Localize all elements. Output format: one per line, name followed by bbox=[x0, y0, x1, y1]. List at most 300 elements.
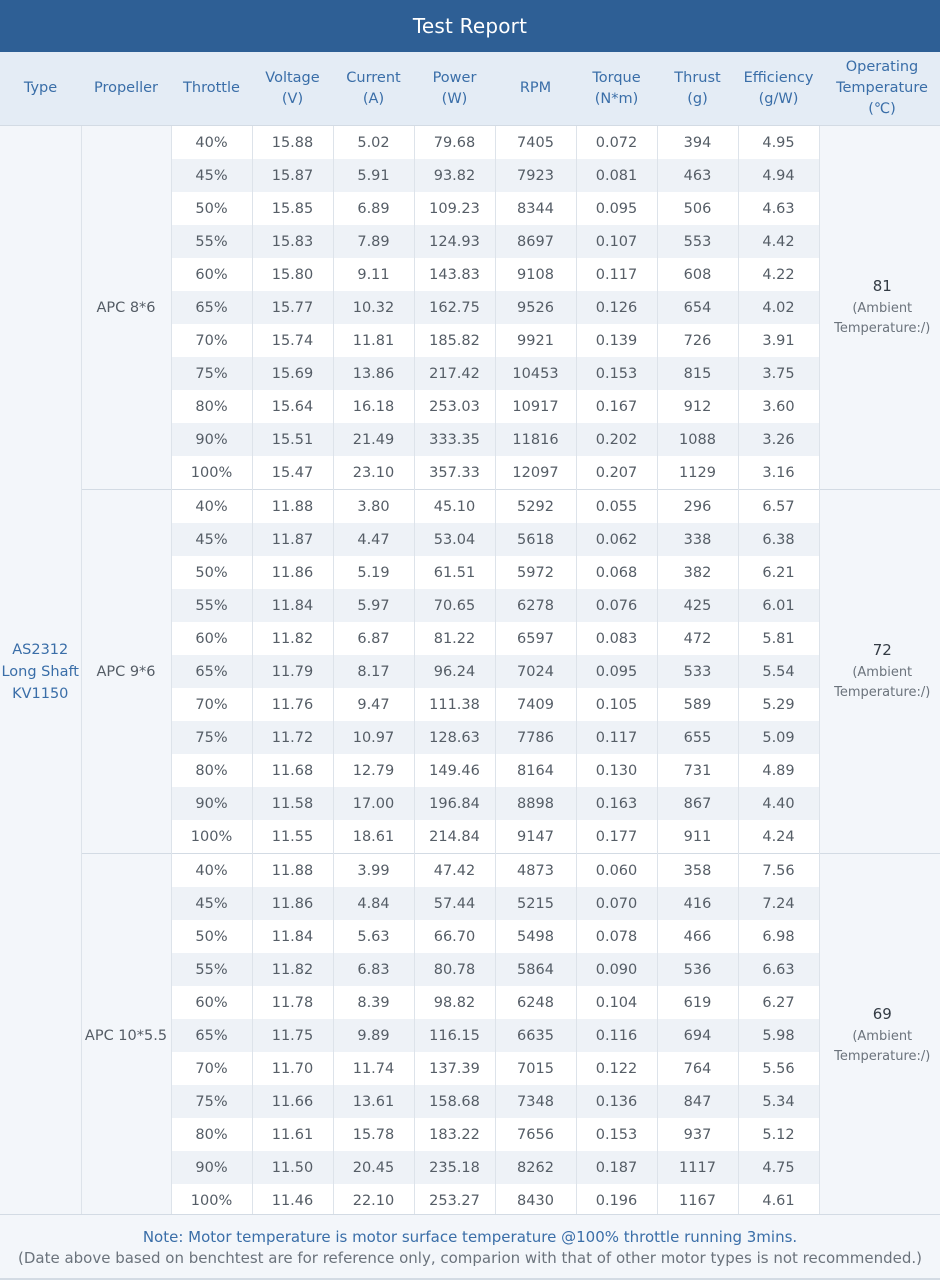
header-rpm-line: RPM bbox=[519, 80, 552, 96]
torque-cell: 0.167 bbox=[576, 390, 657, 423]
power-cell: 93.82 bbox=[414, 159, 495, 192]
throttle-cell: 70% bbox=[171, 688, 252, 721]
voltage-cell: 15.51 bbox=[252, 423, 333, 456]
throttle-cell: 90% bbox=[171, 1151, 252, 1184]
rpm-cell: 6597 bbox=[495, 622, 576, 655]
power-cell: 57.44 bbox=[414, 887, 495, 920]
header-power bbox=[414, 52, 495, 126]
motor-type-line: KV1150 bbox=[12, 685, 69, 702]
thrust-cell: 425 bbox=[657, 589, 738, 622]
table-row bbox=[0, 490, 940, 524]
rpm-cell: 5972 bbox=[495, 556, 576, 589]
rpm-cell: 10917 bbox=[495, 390, 576, 423]
torque-cell: 0.187 bbox=[576, 1151, 657, 1184]
rpm-cell: 9921 bbox=[495, 324, 576, 357]
rpm-cell: 7409 bbox=[495, 688, 576, 721]
rpm-cell: 6248 bbox=[495, 986, 576, 1019]
efficiency-cell: 5.98 bbox=[738, 1019, 819, 1052]
torque-cell: 0.126 bbox=[576, 291, 657, 324]
current-cell: 15.78 bbox=[333, 1118, 414, 1151]
throttle-cell: 75% bbox=[171, 1085, 252, 1118]
voltage-cell: 15.69 bbox=[252, 357, 333, 390]
efficiency-cell: 5.56 bbox=[738, 1052, 819, 1085]
rpm-cell: 6278 bbox=[495, 589, 576, 622]
throttle-cell: 70% bbox=[171, 1052, 252, 1085]
voltage-cell: 11.66 bbox=[252, 1085, 333, 1118]
efficiency-cell: 4.89 bbox=[738, 754, 819, 787]
throttle-cell: 75% bbox=[171, 721, 252, 754]
voltage-cell: 15.83 bbox=[252, 225, 333, 258]
table-row bbox=[0, 854, 940, 888]
table-body bbox=[0, 126, 940, 1218]
throttle-cell: 100% bbox=[171, 1184, 252, 1217]
current-cell: 9.11 bbox=[333, 258, 414, 291]
rpm-cell: 6635 bbox=[495, 1019, 576, 1052]
throttle-cell: 55% bbox=[171, 589, 252, 622]
torque-cell: 0.196 bbox=[576, 1184, 657, 1217]
voltage-cell: 11.72 bbox=[252, 721, 333, 754]
throttle-cell: 50% bbox=[171, 192, 252, 225]
torque-cell: 0.068 bbox=[576, 556, 657, 589]
operating-temperature-value: 72 bbox=[872, 640, 892, 659]
efficiency-cell: 6.01 bbox=[738, 589, 819, 622]
header-torque-line: Torque bbox=[592, 69, 641, 86]
throttle-cell: 40% bbox=[171, 126, 252, 160]
header-propeller-line: Propeller bbox=[93, 80, 159, 96]
throttle-cell: 80% bbox=[171, 390, 252, 423]
torque-cell: 0.095 bbox=[576, 655, 657, 688]
throttle-cell: 60% bbox=[171, 258, 252, 291]
efficiency-cell: 5.09 bbox=[738, 721, 819, 754]
throttle-cell: 80% bbox=[171, 1118, 252, 1151]
current-cell: 11.74 bbox=[333, 1052, 414, 1085]
torque-cell: 0.105 bbox=[576, 688, 657, 721]
power-cell: 80.78 bbox=[414, 953, 495, 986]
torque-cell: 0.117 bbox=[576, 721, 657, 754]
torque-cell: 0.139 bbox=[576, 324, 657, 357]
header-propeller bbox=[81, 52, 171, 126]
throttle-cell: 50% bbox=[171, 920, 252, 953]
throttle-cell: 65% bbox=[171, 655, 252, 688]
propeller-cell: APC 8*6 bbox=[81, 126, 171, 490]
torque-cell: 0.107 bbox=[576, 225, 657, 258]
voltage-cell: 15.64 bbox=[252, 390, 333, 423]
table-header bbox=[0, 52, 940, 126]
torque-cell: 0.055 bbox=[576, 490, 657, 524]
thrust-cell: 463 bbox=[657, 159, 738, 192]
header-efficiency-line: Efficiency bbox=[743, 69, 814, 86]
voltage-cell: 11.68 bbox=[252, 754, 333, 787]
efficiency-cell: 6.21 bbox=[738, 556, 819, 589]
ambient-temperature-note: (Ambient bbox=[852, 1028, 913, 1044]
power-cell: 162.75 bbox=[414, 291, 495, 324]
motor-type-cell bbox=[0, 126, 81, 1218]
power-cell: 98.82 bbox=[414, 986, 495, 1019]
torque-cell: 0.116 bbox=[576, 1019, 657, 1052]
voltage-cell: 11.46 bbox=[252, 1184, 333, 1217]
ambient-temperature-note: (Ambient bbox=[852, 300, 913, 316]
operating-temperature-cell bbox=[819, 490, 940, 854]
thrust-cell: 726 bbox=[657, 324, 738, 357]
voltage-cell: 15.47 bbox=[252, 456, 333, 490]
footnote-note: Note: Motor temperature is motor surface temperature @100% throttle running 3mins. bbox=[142, 1228, 798, 1246]
voltage-cell: 15.74 bbox=[252, 324, 333, 357]
voltage-cell: 11.82 bbox=[252, 953, 333, 986]
efficiency-cell: 5.34 bbox=[738, 1085, 819, 1118]
test-report-table bbox=[0, 52, 940, 1217]
thrust-cell: 655 bbox=[657, 721, 738, 754]
header-thrust-line: (g) bbox=[687, 90, 708, 107]
thrust-cell: 1167 bbox=[657, 1184, 738, 1217]
power-cell: 183.22 bbox=[414, 1118, 495, 1151]
efficiency-cell: 4.42 bbox=[738, 225, 819, 258]
rpm-cell: 9526 bbox=[495, 291, 576, 324]
current-cell: 12.79 bbox=[333, 754, 414, 787]
report-title: Test Report bbox=[0, 0, 940, 52]
thrust-cell: 358 bbox=[657, 854, 738, 888]
motor-type-line: AS2312 bbox=[12, 641, 69, 658]
rpm-cell: 9108 bbox=[495, 258, 576, 291]
ambient-temperature-note: Temperature:/) bbox=[834, 320, 931, 336]
thrust-cell: 382 bbox=[657, 556, 738, 589]
rpm-cell: 5292 bbox=[495, 490, 576, 524]
current-cell: 6.87 bbox=[333, 622, 414, 655]
efficiency-cell: 6.38 bbox=[738, 523, 819, 556]
header-current-line: Current bbox=[346, 69, 401, 86]
thrust-cell: 296 bbox=[657, 490, 738, 524]
power-cell: 217.42 bbox=[414, 357, 495, 390]
power-cell: 47.42 bbox=[414, 854, 495, 888]
current-cell: 17.00 bbox=[333, 787, 414, 820]
efficiency-cell: 5.29 bbox=[738, 688, 819, 721]
footnote bbox=[0, 1214, 940, 1280]
current-cell: 4.47 bbox=[333, 523, 414, 556]
efficiency-cell: 3.91 bbox=[738, 324, 819, 357]
throttle-cell: 65% bbox=[171, 1019, 252, 1052]
efficiency-cell: 4.40 bbox=[738, 787, 819, 820]
current-cell: 9.47 bbox=[333, 688, 414, 721]
current-cell: 6.89 bbox=[333, 192, 414, 225]
current-cell: 10.32 bbox=[333, 291, 414, 324]
efficiency-cell: 5.12 bbox=[738, 1118, 819, 1151]
throttle-cell: 90% bbox=[171, 423, 252, 456]
voltage-cell: 11.58 bbox=[252, 787, 333, 820]
thrust-cell: 937 bbox=[657, 1118, 738, 1151]
current-cell: 7.89 bbox=[333, 225, 414, 258]
power-cell: 45.10 bbox=[414, 490, 495, 524]
ambient-temperature-note: Temperature:/) bbox=[834, 1048, 931, 1064]
voltage-cell: 15.87 bbox=[252, 159, 333, 192]
power-cell: 109.23 bbox=[414, 192, 495, 225]
rpm-cell: 9147 bbox=[495, 820, 576, 854]
rpm-cell: 7015 bbox=[495, 1052, 576, 1085]
current-cell: 6.83 bbox=[333, 953, 414, 986]
efficiency-cell: 4.95 bbox=[738, 126, 819, 160]
header-thrust-line: Thrust bbox=[674, 69, 721, 86]
header-power-line: Power bbox=[432, 69, 477, 86]
header-operating-temperature-line: Temperature bbox=[836, 80, 928, 96]
efficiency-cell: 5.54 bbox=[738, 655, 819, 688]
rpm-cell: 8262 bbox=[495, 1151, 576, 1184]
efficiency-cell: 4.63 bbox=[738, 192, 819, 225]
efficiency-cell: 6.27 bbox=[738, 986, 819, 1019]
efficiency-cell: 3.75 bbox=[738, 357, 819, 390]
operating-temperature-cell bbox=[819, 126, 940, 490]
throttle-cell: 90% bbox=[171, 787, 252, 820]
torque-cell: 0.090 bbox=[576, 953, 657, 986]
header-operating-temperature-line: (℃) bbox=[868, 101, 896, 117]
rpm-cell: 12097 bbox=[495, 456, 576, 490]
propeller-cell: APC 9*6 bbox=[81, 490, 171, 854]
rpm-cell: 5498 bbox=[495, 920, 576, 953]
power-cell: 357.33 bbox=[414, 456, 495, 490]
torque-cell: 0.081 bbox=[576, 159, 657, 192]
power-cell: 66.70 bbox=[414, 920, 495, 953]
rpm-cell: 8164 bbox=[495, 754, 576, 787]
current-cell: 13.86 bbox=[333, 357, 414, 390]
power-cell: 253.03 bbox=[414, 390, 495, 423]
torque-cell: 0.078 bbox=[576, 920, 657, 953]
rpm-cell: 8898 bbox=[495, 787, 576, 820]
thrust-cell: 536 bbox=[657, 953, 738, 986]
throttle-cell: 100% bbox=[171, 820, 252, 854]
header-current bbox=[333, 52, 414, 126]
throttle-cell: 70% bbox=[171, 324, 252, 357]
torque-cell: 0.163 bbox=[576, 787, 657, 820]
throttle-cell: 45% bbox=[171, 159, 252, 192]
current-cell: 5.91 bbox=[333, 159, 414, 192]
voltage-cell: 11.79 bbox=[252, 655, 333, 688]
voltage-cell: 11.82 bbox=[252, 622, 333, 655]
rpm-cell: 8697 bbox=[495, 225, 576, 258]
current-cell: 5.02 bbox=[333, 126, 414, 160]
thrust-cell: 1088 bbox=[657, 423, 738, 456]
voltage-cell: 15.88 bbox=[252, 126, 333, 160]
voltage-cell: 11.88 bbox=[252, 490, 333, 524]
header-voltage-line: Voltage bbox=[265, 69, 320, 86]
voltage-cell: 11.86 bbox=[252, 556, 333, 589]
current-cell: 3.80 bbox=[333, 490, 414, 524]
throttle-cell: 60% bbox=[171, 986, 252, 1019]
header-throttle-line: Throttle bbox=[183, 80, 240, 96]
thrust-cell: 533 bbox=[657, 655, 738, 688]
torque-cell: 0.076 bbox=[576, 589, 657, 622]
power-cell: 53.04 bbox=[414, 523, 495, 556]
rpm-cell: 7923 bbox=[495, 159, 576, 192]
current-cell: 23.10 bbox=[333, 456, 414, 490]
header-operating-temperature-line: Operating bbox=[845, 59, 919, 75]
rpm-cell: 10453 bbox=[495, 357, 576, 390]
rpm-cell: 7786 bbox=[495, 721, 576, 754]
efficiency-cell: 3.16 bbox=[738, 456, 819, 490]
power-cell: 143.83 bbox=[414, 258, 495, 291]
torque-cell: 0.136 bbox=[576, 1085, 657, 1118]
efficiency-cell: 3.60 bbox=[738, 390, 819, 423]
thrust-cell: 911 bbox=[657, 820, 738, 854]
current-cell: 9.89 bbox=[333, 1019, 414, 1052]
current-cell: 8.39 bbox=[333, 986, 414, 1019]
thrust-cell: 338 bbox=[657, 523, 738, 556]
voltage-cell: 11.88 bbox=[252, 854, 333, 888]
efficiency-cell: 4.02 bbox=[738, 291, 819, 324]
torque-cell: 0.095 bbox=[576, 192, 657, 225]
current-cell: 22.10 bbox=[333, 1184, 414, 1217]
efficiency-cell: 3.26 bbox=[738, 423, 819, 456]
table-row bbox=[0, 126, 940, 160]
throttle-cell: 55% bbox=[171, 953, 252, 986]
efficiency-cell: 4.75 bbox=[738, 1151, 819, 1184]
thrust-cell: 694 bbox=[657, 1019, 738, 1052]
rpm-cell: 5215 bbox=[495, 887, 576, 920]
current-cell: 18.61 bbox=[333, 820, 414, 854]
torque-cell: 0.202 bbox=[576, 423, 657, 456]
thrust-cell: 867 bbox=[657, 787, 738, 820]
operating-temperature-cell bbox=[819, 854, 940, 1218]
header-type bbox=[0, 52, 81, 126]
header-row bbox=[0, 52, 940, 126]
power-cell: 333.35 bbox=[414, 423, 495, 456]
rpm-cell: 4873 bbox=[495, 854, 576, 888]
torque-cell: 0.060 bbox=[576, 854, 657, 888]
thrust-cell: 472 bbox=[657, 622, 738, 655]
efficiency-cell: 7.24 bbox=[738, 887, 819, 920]
thrust-cell: 731 bbox=[657, 754, 738, 787]
header-voltage-line: (V) bbox=[281, 90, 304, 107]
efficiency-cell: 4.22 bbox=[738, 258, 819, 291]
torque-cell: 0.177 bbox=[576, 820, 657, 854]
throttle-cell: 40% bbox=[171, 490, 252, 524]
torque-cell: 0.130 bbox=[576, 754, 657, 787]
efficiency-cell: 6.63 bbox=[738, 953, 819, 986]
torque-cell: 0.122 bbox=[576, 1052, 657, 1085]
thrust-cell: 589 bbox=[657, 688, 738, 721]
voltage-cell: 11.87 bbox=[252, 523, 333, 556]
power-cell: 253.27 bbox=[414, 1184, 495, 1217]
rpm-cell: 5618 bbox=[495, 523, 576, 556]
efficiency-cell: 6.57 bbox=[738, 490, 819, 524]
header-voltage bbox=[252, 52, 333, 126]
power-cell: 79.68 bbox=[414, 126, 495, 160]
voltage-cell: 11.75 bbox=[252, 1019, 333, 1052]
throttle-cell: 65% bbox=[171, 291, 252, 324]
header-torque bbox=[576, 52, 657, 126]
torque-cell: 0.117 bbox=[576, 258, 657, 291]
rpm-cell: 7348 bbox=[495, 1085, 576, 1118]
rpm-cell: 8430 bbox=[495, 1184, 576, 1217]
motor-type-line: Long Shaft bbox=[1, 663, 79, 680]
thrust-cell: 764 bbox=[657, 1052, 738, 1085]
ambient-temperature-note: Temperature:/) bbox=[834, 684, 931, 700]
operating-temperature-value: 69 bbox=[872, 1004, 892, 1023]
rpm-cell: 7656 bbox=[495, 1118, 576, 1151]
voltage-cell: 11.84 bbox=[252, 920, 333, 953]
torque-cell: 0.153 bbox=[576, 357, 657, 390]
current-cell: 8.17 bbox=[333, 655, 414, 688]
power-cell: 70.65 bbox=[414, 589, 495, 622]
thrust-cell: 1117 bbox=[657, 1151, 738, 1184]
throttle-cell: 80% bbox=[171, 754, 252, 787]
rpm-cell: 7405 bbox=[495, 126, 576, 160]
throttle-cell: 60% bbox=[171, 622, 252, 655]
efficiency-cell: 4.61 bbox=[738, 1184, 819, 1217]
torque-cell: 0.104 bbox=[576, 986, 657, 1019]
thrust-cell: 553 bbox=[657, 225, 738, 258]
rpm-cell: 11816 bbox=[495, 423, 576, 456]
power-cell: 158.68 bbox=[414, 1085, 495, 1118]
current-cell: 5.19 bbox=[333, 556, 414, 589]
current-cell: 11.81 bbox=[333, 324, 414, 357]
voltage-cell: 11.84 bbox=[252, 589, 333, 622]
throttle-cell: 45% bbox=[171, 523, 252, 556]
header-current-line: (A) bbox=[362, 90, 385, 107]
efficiency-cell: 6.98 bbox=[738, 920, 819, 953]
voltage-cell: 11.50 bbox=[252, 1151, 333, 1184]
header-power-line: (W) bbox=[441, 90, 468, 107]
propeller-cell: APC 10*5.5 bbox=[81, 854, 171, 1218]
ambient-temperature-note: (Ambient bbox=[852, 664, 913, 680]
thrust-cell: 394 bbox=[657, 126, 738, 160]
thrust-cell: 506 bbox=[657, 192, 738, 225]
thrust-cell: 1129 bbox=[657, 456, 738, 490]
thrust-cell: 912 bbox=[657, 390, 738, 423]
torque-cell: 0.083 bbox=[576, 622, 657, 655]
efficiency-cell: 4.94 bbox=[738, 159, 819, 192]
torque-cell: 0.070 bbox=[576, 887, 657, 920]
torque-cell: 0.062 bbox=[576, 523, 657, 556]
rpm-cell: 8344 bbox=[495, 192, 576, 225]
header-thrust bbox=[657, 52, 738, 126]
voltage-cell: 15.85 bbox=[252, 192, 333, 225]
rpm-cell: 5864 bbox=[495, 953, 576, 986]
current-cell: 13.61 bbox=[333, 1085, 414, 1118]
current-cell: 16.18 bbox=[333, 390, 414, 423]
current-cell: 20.45 bbox=[333, 1151, 414, 1184]
thrust-cell: 466 bbox=[657, 920, 738, 953]
footnote-disclaimer: (Date above based on benchtest are for reference only, comparion with that of other motor types is not recommended.) bbox=[17, 1249, 922, 1267]
throttle-cell: 45% bbox=[171, 887, 252, 920]
header-rpm bbox=[495, 52, 576, 126]
voltage-cell: 11.55 bbox=[252, 820, 333, 854]
thrust-cell: 608 bbox=[657, 258, 738, 291]
current-cell: 5.97 bbox=[333, 589, 414, 622]
voltage-cell: 11.76 bbox=[252, 688, 333, 721]
header-efficiency bbox=[738, 52, 819, 126]
operating-temperature-value: 81 bbox=[872, 276, 892, 295]
power-cell: 185.82 bbox=[414, 324, 495, 357]
current-cell: 21.49 bbox=[333, 423, 414, 456]
thrust-cell: 619 bbox=[657, 986, 738, 1019]
efficiency-cell: 4.24 bbox=[738, 820, 819, 854]
power-cell: 149.46 bbox=[414, 754, 495, 787]
thrust-cell: 654 bbox=[657, 291, 738, 324]
voltage-cell: 15.80 bbox=[252, 258, 333, 291]
thrust-cell: 847 bbox=[657, 1085, 738, 1118]
header-torque-line: (N*m) bbox=[594, 90, 639, 107]
power-cell: 116.15 bbox=[414, 1019, 495, 1052]
throttle-cell: 75% bbox=[171, 357, 252, 390]
torque-cell: 0.207 bbox=[576, 456, 657, 490]
throttle-cell: 50% bbox=[171, 556, 252, 589]
thrust-cell: 416 bbox=[657, 887, 738, 920]
current-cell: 10.97 bbox=[333, 721, 414, 754]
throttle-cell: 100% bbox=[171, 456, 252, 490]
voltage-cell: 11.61 bbox=[252, 1118, 333, 1151]
current-cell: 3.99 bbox=[333, 854, 414, 888]
thrust-cell: 815 bbox=[657, 357, 738, 390]
header-operating-temperature bbox=[819, 52, 940, 126]
throttle-cell: 55% bbox=[171, 225, 252, 258]
voltage-cell: 11.86 bbox=[252, 887, 333, 920]
